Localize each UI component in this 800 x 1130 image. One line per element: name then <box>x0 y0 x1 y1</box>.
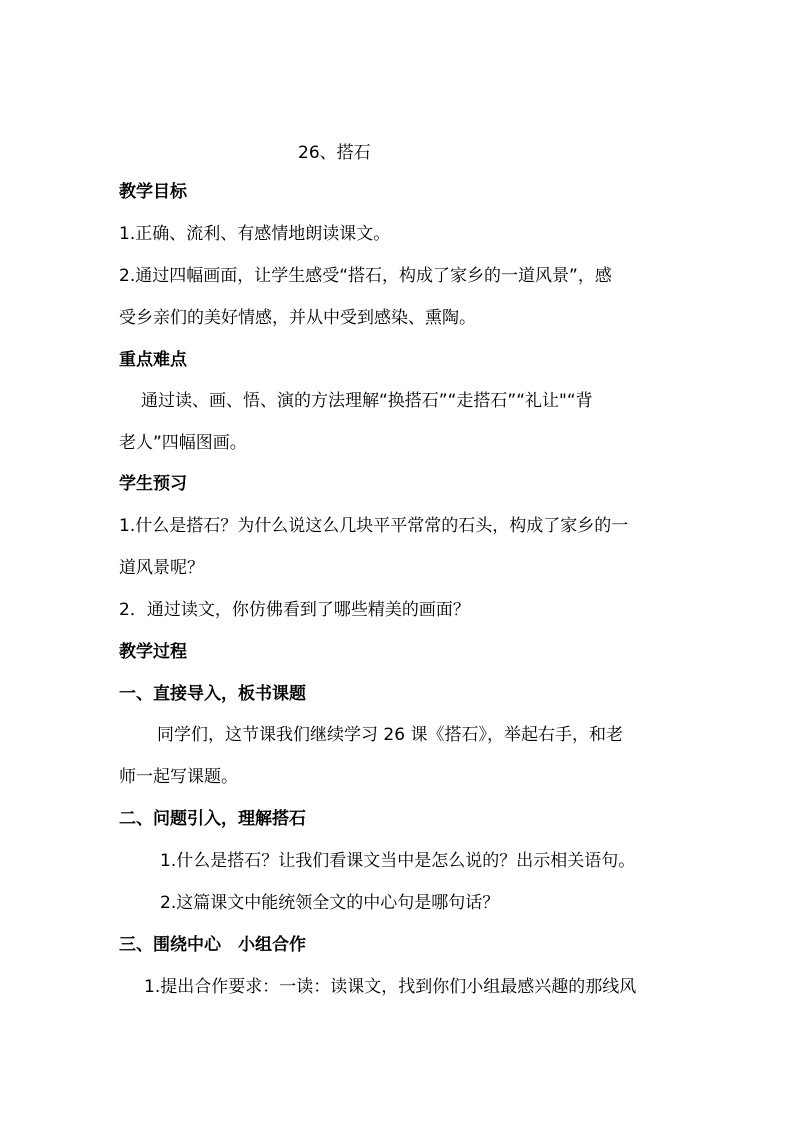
step-3-heading: 三、围绕中心 小组合作 <box>119 935 306 955</box>
objective-item-2-line-2: 受乡亲们的美好情感，并从中受到感染、熏陶。 <box>119 308 476 328</box>
objective-item-1: 1.正确、流利、有感情地朗读课文。 <box>119 224 391 244</box>
step-3-item-1: 1.提出合作要求：一读：读课文，找到你们小组最感兴趣的那线风 <box>144 977 637 997</box>
section-heading-process: 教学过程 <box>119 642 187 662</box>
key-points-line-1: 通过读、画、悟、演的方法理解“换搭石”“走搭石”“礼让"“背 <box>141 391 593 411</box>
key-points-line-2: 老人”四幅图画。 <box>119 433 247 453</box>
step-1-heading: 一、直接导入，板书课题 <box>119 684 306 704</box>
preview-item-1-line-1: 1.什么是搭石？为什么说这么几块平平常常的石头，构成了家乡的一 <box>119 516 629 536</box>
step-2-item-1: 1.什么是搭石？让我们看课文当中是怎么说的？出示相关语句。 <box>160 851 636 871</box>
section-heading-preview: 学生预习 <box>119 474 187 494</box>
preview-item-1-line-2: 道风景呢？ <box>119 558 204 578</box>
section-heading-key-points: 重点难点 <box>119 350 187 370</box>
preview-item-2: 2．通过读文，你仿佛看到了哪些精美的画面？ <box>119 600 470 620</box>
step-1-line-2: 师一起写课题。 <box>119 767 238 787</box>
step-2-heading: 二、问题引入，理解搭石 <box>119 809 306 829</box>
objective-item-2-line-1: 2.通过四幅画面，让学生感受“搭石，构成了家乡的一道风景”，感 <box>119 266 612 286</box>
step-2-item-2: 2.这篇课文中能统领全文的中心句是哪句话？ <box>160 893 500 913</box>
section-heading-objectives: 教学目标 <box>119 182 187 202</box>
lesson-title: 26、搭石 <box>298 143 371 163</box>
step-1-line-1: 同学们，这节课我们继续学习 26 课《搭石》，举起右手，和老 <box>157 725 623 745</box>
